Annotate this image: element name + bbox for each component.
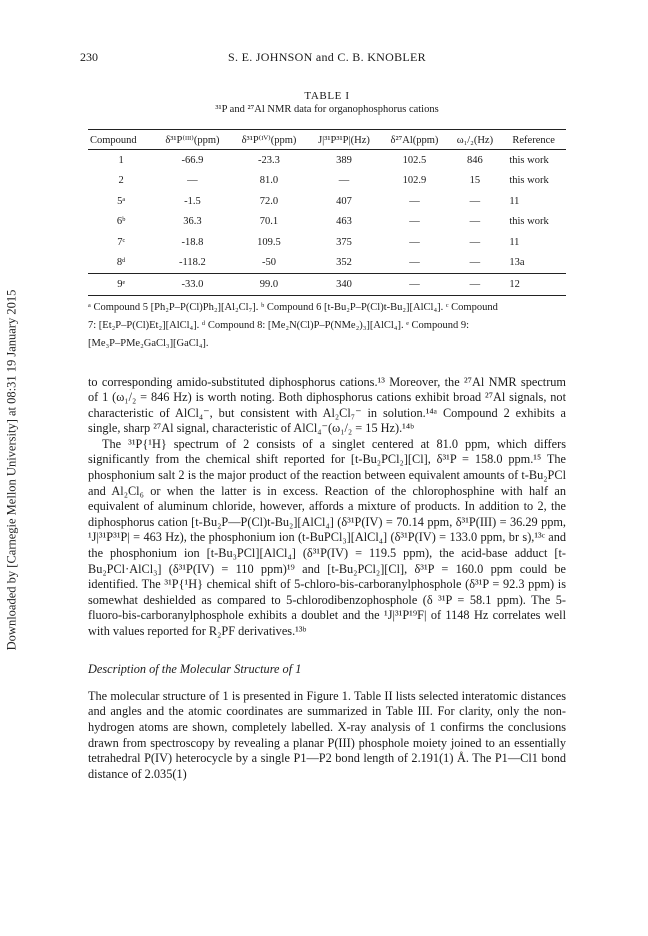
cell-delta-p3: -118.2 [179,257,206,269]
download-watermark [2,170,22,770]
table-row [88,171,566,192]
table-footnote-line: 7: [Et₂P–P(Cl)Et₂][AlCl₄]. ᵈ Compound 8: [Me₂N(Cl)P–P(NMe₂)₃][AlCl₄]. ᵉ Compound 9: [88,319,469,331]
cell-delta-p3: -66.9 [181,154,204,166]
cell-linewidth: 15 [469,175,481,187]
cell-delta-al: — [409,195,420,207]
body-paragraph: The ³¹P{¹H} spectrum of 2 consists of a singlet centered at 81.0 ppm, which differs significantly from the chemical shift reported for [t-Bu₂PCl₂][Cl], δ³¹P = 158.0 ppm.¹⁵ The phosphonium salt 2 is the major product of the reaction between equivalent amounts of t-Bu₂PCl and Al₂Cl₆ or when the latter is in excess. Reaction of the chlorophosphine with half an equivalent of aluminum chloride, however, affords a mixture of products. In addition to 2, the diphosphorus cation [t-Bu₂P—P(Cl)t-Bu₂][AlCl₄] (δ³¹P(IV) = 70.14 ppm, δ³¹P(III) = 36.29 ppm, ¹J|³¹P³¹P| = 463 Hz), the phosphonium ion (t-BuPCl₃][AlCl₄] (δ³¹P(IV) = 133.0 ppm, br s),¹³ᶜ and the phosphonium ion [t-Bu₃PCl][AlCl₄] (δ³¹P(IV) = 119.5 ppm), the acid-base adduct [t-Bu₂PCl·AlCl₃] (δ³¹P(IV) = 110 ppm)¹⁹ and [t-Bu₂PCl₂][Cl], δ³¹P = 160.0 ppm could be identified. The ³¹P{¹H} chemical shift of 5-chloro-bis-carboranylphosphole (δ³¹P = 92.3 ppm) is somewhat deshielded as compared to 5-chlorodibenzophosphole (δ ³¹P = 58.1 ppm). The 5-fluoro-bis-carboranylphosphole exhibits a doublet and the ¹J|³¹P¹⁹F| of 1148 Hz correlates well with values reported for R₂PF derivatives.¹³ᵇ [88,436,566,638]
running-header [80,50,566,68]
cell-coupling-pp: 389 [336,154,352,166]
page [80,50,566,795]
cell-compound: 1 [118,154,124,166]
cell-linewidth: — [448,274,501,296]
col-reference: Reference [501,130,566,150]
cell-linewidth: 846 [467,154,483,166]
cell-delta-p4: 109.5 [257,236,281,248]
cell-delta-al: — [409,236,420,248]
cell-coupling-pp: 340 [307,274,380,296]
cell-coupling-pp: — [338,175,350,187]
cell-delta-p4: 70.1 [259,216,279,228]
cell-linewidth: — [469,216,481,228]
col-coupling-pp: J|³¹P³¹P|(Hz) [307,130,380,150]
cell-delta-p3: -33.0 [154,274,230,296]
table-row [88,274,566,296]
col-linewidth: ω₁/₂(Hz) [448,130,501,150]
table-caption: TABLE I [304,90,350,102]
col-delta-p4: δ³¹P⁽ᴵⱽ⁾(ppm) [231,130,308,150]
cell-delta-p3: -18.8 [181,236,204,248]
cell-delta-p4: -23.3 [258,154,280,166]
col-delta-p3: δ³¹P⁽ᴵᴵᴵ⁾(ppm) [154,130,230,150]
cell-compound: 9ᵉ [88,274,154,296]
body-paragraph: to corresponding amido-substituted diphosphorus cations.¹³ Moreover, the ²⁷Al NMR spectrum of 1 (ω₁/₂ = 846 Hz) is worth noting. Both diphosphorus cations exhibit broad ²⁷Al signals, not characteristic of AlCl₄⁻, but consistent with Al₂Cl₇⁻ in solution.¹⁴ᵃ Compound 2 exhibits a single, sharp ²⁷Al signal, characteristic of AlCl₄⁻(ω₁/₂ = 15 Hz).¹⁴ᵇ [88,374,566,436]
table-footnote-line: [Me₃P–PMe₂GaCl₃][GaCl₄]. [88,337,209,349]
cell-delta-al: — [409,257,420,269]
cell-coupling-pp: 463 [336,216,352,228]
cell-compound: 6ᵇ [116,216,126,228]
cell-reference: this work [509,154,549,166]
cell-delta-p4: -50 [261,257,276,269]
table-footnote-line: ᵃ Compound 5 [Ph₂P–P(Cl)Ph₂][Al₂Cl₇]. ᵇ Compound 6 [t-Bu₂P–P(Cl)t-Bu₂][AlCl₄]. ᶜ Compound [88,301,498,313]
cell-compound: 7ᶜ [117,236,126,248]
table-header-row [88,130,566,150]
cell-reference: this work [509,216,549,228]
running-authors: S. E. JOHNSON and C. B. KNOBLER [228,50,426,64]
cell-reference: 12 [501,274,566,296]
cell-compound: 8ᵈ [116,257,126,269]
page-number: 230 [80,50,98,64]
cell-coupling-pp: 352 [336,257,352,269]
cell-linewidth: — [469,257,481,269]
cell-delta-p3: 36.3 [183,216,202,228]
cell-delta-al: 102.5 [402,154,427,166]
table-row [88,253,566,274]
cell-reference: 11 [509,195,520,207]
nmr-data-table [88,129,566,296]
cell-linewidth: — [469,195,481,207]
cell-delta-p4: 99.0 [231,274,308,296]
cell-delta-p3: — [187,175,198,187]
col-delta-al: δ²⁷Al(ppm) [381,130,449,150]
table-row [88,191,566,212]
cell-delta-al: — [409,216,420,228]
table-footnotes [88,299,566,353]
cell-reference: this work [509,175,549,187]
table-subtitle: ³¹P and ²⁷Al NMR data for organophosphorus cations [215,104,439,115]
table-row [88,212,566,233]
section-heading: Description of the Molecular Structure of 1 [88,661,302,676]
body-paragraph: The molecular structure of 1 is presented in Figure 1. Table II lists selected interatomic distances and angles and the atomic coordinates are summarized in Table III. For clarity, only the non-hydrogen atoms are shown, completely labelled. X-ray analysis of 1 confirms the conclusions drawn from spectroscopy by revealing a planar P(III) phosphole moiety joined to an essentially tetrahedral P(IV) heterocycle by a single P1—P2 bond length of 2.191(1) Å. The P1—Cl1 bond distance of 2.035(1) [88,688,566,781]
cell-linewidth: — [469,236,481,248]
cell-delta-p3: -1.5 [184,195,201,207]
cell-delta-p4: 72.0 [259,195,279,207]
cell-compound: 5ᵃ [117,195,126,207]
table-row [88,232,566,253]
cell-reference: 13a [509,257,525,269]
cell-reference: 11 [509,236,520,248]
download-watermark-text: Downloaded by [Carnegie Mellon University] at 08:31 19 January 2015 [4,289,19,651]
body-text [88,375,566,640]
cell-delta-al: — [381,274,449,296]
cell-delta-p4: 81.0 [259,175,279,187]
cell-coupling-pp: 375 [336,236,352,248]
body-text-structure [88,689,566,783]
cell-coupling-pp: 407 [336,195,352,207]
col-compound: Compound [88,130,154,150]
cell-compound: 2 [118,175,124,187]
cell-delta-al: 102.9 [402,175,427,187]
table-row [88,150,566,171]
